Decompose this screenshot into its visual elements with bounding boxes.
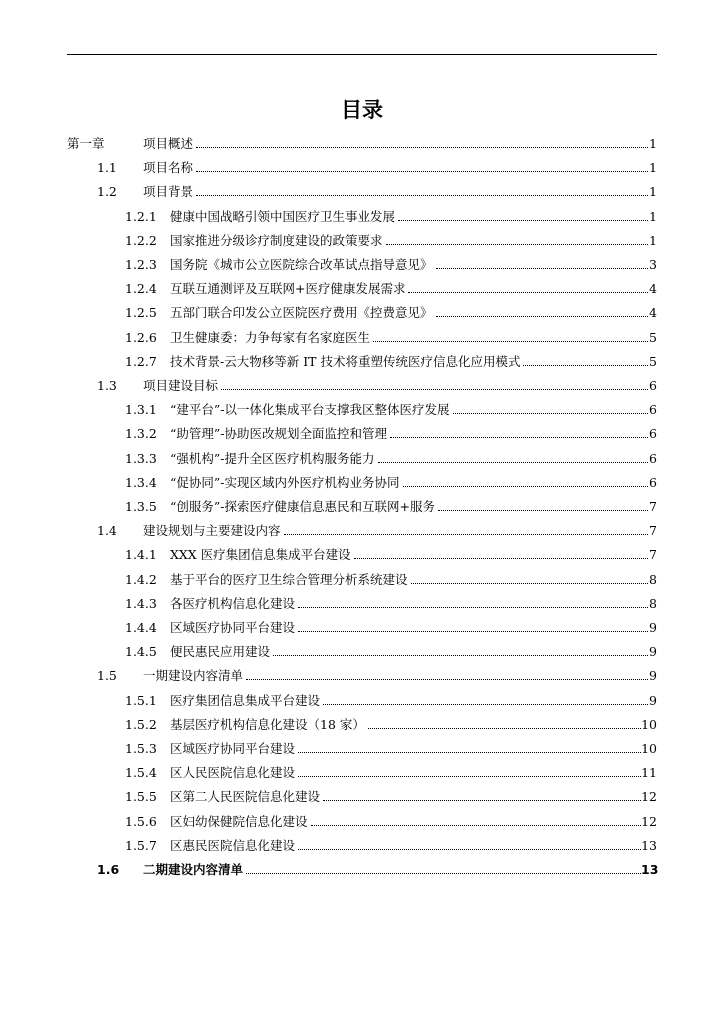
toc-entry[interactable] bbox=[0, 738, 724, 760]
toc-leader-dots bbox=[298, 631, 648, 632]
toc-entry-number: 1.2.6 bbox=[125, 329, 157, 345]
toc-entry-page: 8 bbox=[649, 571, 657, 587]
toc-entry[interactable] bbox=[0, 133, 724, 155]
toc-entry[interactable] bbox=[0, 569, 724, 591]
toc-entry[interactable] bbox=[0, 786, 724, 808]
toc-entry-number: 1.3.5 bbox=[125, 499, 157, 514]
toc-entry-page: 5 bbox=[649, 353, 657, 369]
toc-entry-title: 区妇幼保健院信息化建设 bbox=[170, 813, 308, 829]
toc-entry-title: 健康中国战略引领中国医疗卫生事业发展 bbox=[170, 208, 396, 224]
toc-leader-dots bbox=[354, 558, 648, 559]
toc-leader-dots bbox=[246, 873, 641, 874]
toc-entry[interactable] bbox=[0, 375, 724, 397]
toc-leader-dots bbox=[386, 244, 648, 245]
toc-entry[interactable] bbox=[0, 302, 724, 324]
toc-entry-title: 一期建设内容清单 bbox=[143, 668, 244, 684]
toc-entry[interactable] bbox=[0, 714, 724, 736]
toc-entry-number: 1.5.1 bbox=[125, 692, 157, 708]
toc-entry-number: 1.2.5 bbox=[125, 305, 157, 321]
toc-leader-dots bbox=[246, 679, 648, 680]
toc-entry-page: 1 bbox=[649, 136, 657, 151]
toc-entry-title: 技术背景-云大物移等新 IT 技术将重塑传统医疗信息化应用模式 bbox=[170, 353, 521, 369]
toc-entry-page: 10 bbox=[641, 716, 657, 732]
toc-entry-page: 9 bbox=[649, 692, 657, 708]
toc-entry-number: 1.5 bbox=[97, 668, 117, 684]
toc-entry-page: 4 bbox=[649, 305, 657, 321]
toc-entry-title: 区人民医院信息化建设 bbox=[170, 765, 296, 781]
toc-entry-page: 9 bbox=[649, 620, 657, 635]
toc-entry-title: 项目建设目标 bbox=[143, 378, 219, 393]
toc-entry-number: 1.2.7 bbox=[125, 353, 157, 369]
toc-entry-page: 3 bbox=[649, 257, 657, 272]
toc-entry[interactable] bbox=[0, 811, 724, 833]
toc-leader-dots bbox=[298, 607, 648, 608]
toc-entry-page: 13 bbox=[641, 862, 659, 877]
toc-entry-page: 4 bbox=[649, 281, 657, 297]
toc-entry[interactable] bbox=[0, 254, 724, 276]
toc-entry-title: 五部门联合印发公立医院医疗费用《控费意见》 bbox=[170, 305, 433, 321]
toc-title: 目录 bbox=[341, 98, 383, 122]
toc-entry-page: 12 bbox=[641, 813, 657, 829]
toc-entry-page: 9 bbox=[649, 644, 657, 660]
toc-entry-title: 项目背景 bbox=[143, 184, 194, 200]
toc-entry-title: 建设规划与主要建设内容 bbox=[143, 523, 281, 539]
toc-entry[interactable] bbox=[0, 859, 724, 881]
toc-entry-page: 13 bbox=[641, 837, 657, 853]
toc-entry-page: 6 bbox=[649, 426, 657, 442]
toc-entry[interactable] bbox=[0, 423, 724, 445]
toc-leader-dots bbox=[436, 268, 648, 269]
toc-entry-number: 1.4.4 bbox=[125, 620, 157, 635]
toc-entry-page: 6 bbox=[649, 402, 657, 418]
toc-leader-dots bbox=[196, 171, 648, 172]
toc-entry-number: 1.5.6 bbox=[125, 813, 157, 829]
toc-entry-title: “促协同”-实现区域内外医疗机构业务协同 bbox=[170, 474, 400, 490]
toc-entry[interactable] bbox=[0, 278, 724, 300]
header-rule bbox=[67, 54, 657, 55]
toc-entry-title: 医疗集团信息集成平台建设 bbox=[170, 692, 321, 708]
toc-entry[interactable] bbox=[0, 835, 724, 857]
toc-entry-number: 1.4.3 bbox=[125, 595, 157, 611]
toc-entry[interactable] bbox=[0, 399, 724, 421]
toc-entry-page: 7 bbox=[649, 523, 657, 539]
toc-entry-number: 第一章 bbox=[67, 136, 105, 151]
toc-entry-number: 1.3.1 bbox=[125, 402, 157, 418]
toc-entry-title: 国务院《城市公立医院综合改革试点指导意见》 bbox=[170, 257, 433, 272]
toc-entry-title: 便民惠民应用建设 bbox=[170, 644, 271, 660]
toc-entry-page: 9 bbox=[649, 668, 657, 684]
toc-entry-number: 1.3.2 bbox=[125, 426, 157, 442]
toc-entry-number: 1.4.2 bbox=[125, 571, 157, 587]
toc-leader-dots bbox=[323, 800, 641, 801]
toc-entry-number: 1.1 bbox=[97, 160, 117, 176]
toc-entry[interactable] bbox=[0, 181, 724, 203]
toc-entry-number: 1.2.2 bbox=[125, 232, 157, 248]
toc-leader-dots bbox=[403, 486, 648, 487]
toc-entry-title: 国家推进分级诊疗制度建设的政策要求 bbox=[170, 232, 383, 248]
toc-entry-title: 区惠民医院信息化建设 bbox=[170, 837, 296, 853]
toc-entry[interactable] bbox=[0, 157, 724, 179]
toc-entry-title: 基层医疗机构信息化建设（18 家） bbox=[170, 716, 365, 732]
toc-entry-number: 1.4.1 bbox=[125, 547, 157, 563]
toc-leader-dots bbox=[298, 776, 641, 777]
toc-leader-dots bbox=[298, 752, 641, 753]
toc-leader-dots bbox=[436, 316, 648, 317]
toc-entry-page: 6 bbox=[649, 474, 657, 490]
toc-entry-title: 区域医疗协同平台建设 bbox=[170, 620, 296, 635]
toc-entry-title: “创服务”-探索医疗健康信息惠民和互联网+服务 bbox=[170, 499, 435, 514]
toc-entry-number: 1.3 bbox=[97, 378, 117, 393]
toc-leader-dots bbox=[196, 195, 648, 196]
toc-entry-title: 卫生健康委：力争每家有名家庭医生 bbox=[170, 329, 371, 345]
toc-entry[interactable] bbox=[0, 593, 724, 615]
toc-leader-dots bbox=[390, 437, 648, 438]
toc-leader-dots bbox=[298, 849, 641, 850]
toc-entry[interactable] bbox=[0, 496, 724, 518]
toc-entry-page: 6 bbox=[649, 378, 657, 393]
toc-entry-title: 基于平台的医疗卫生综合管理分析系统建设 bbox=[170, 571, 408, 587]
toc-entry-number: 1.5.4 bbox=[125, 765, 157, 781]
toc-entry-page: 10 bbox=[641, 741, 657, 756]
toc-entry-number: 1.3.3 bbox=[125, 450, 157, 466]
toc-entry-title: 互联互通测评及互联网+医疗健康发展需求 bbox=[170, 281, 406, 297]
toc-leader-dots bbox=[398, 220, 648, 221]
toc-entry-title: “建平台”-以一体化集成平台支撑我区整体医疗发展 bbox=[170, 402, 450, 418]
toc-entry-number: 1.4.5 bbox=[125, 644, 157, 660]
toc-entry[interactable] bbox=[0, 327, 724, 349]
toc-entry-number: 1.2.3 bbox=[125, 257, 157, 272]
toc-entry[interactable] bbox=[0, 544, 724, 566]
toc-leader-dots bbox=[196, 147, 648, 148]
toc-leader-dots bbox=[221, 389, 648, 390]
toc-leader-dots bbox=[273, 655, 648, 656]
toc-entry-page: 1 bbox=[649, 232, 657, 248]
toc-entry-number: 1.3.4 bbox=[125, 474, 157, 490]
toc-entry[interactable] bbox=[0, 641, 724, 663]
toc-entry-title: 项目概述 bbox=[143, 136, 194, 151]
toc-entry-number: 1.5.3 bbox=[125, 741, 157, 756]
toc-leader-dots bbox=[523, 365, 648, 366]
toc-entry-page: 7 bbox=[649, 499, 657, 514]
toc-entry[interactable] bbox=[0, 690, 724, 712]
toc-entry-page: 1 bbox=[649, 208, 657, 224]
toc-leader-dots bbox=[284, 534, 648, 535]
toc-entry[interactable] bbox=[0, 206, 724, 228]
toc-entry-title: “助管理”-协助医改规划全面监控和管理 bbox=[170, 426, 388, 442]
toc-entry-title: XXX 医疗集团信息集成平台建设 bbox=[170, 547, 351, 563]
toc-leader-dots bbox=[311, 825, 641, 826]
toc-entry-page: 12 bbox=[641, 789, 657, 805]
toc-entry[interactable] bbox=[0, 762, 724, 784]
toc-entry-number: 1.4 bbox=[97, 523, 117, 539]
toc-entry[interactable] bbox=[0, 472, 724, 494]
toc-entry-title: 项目名称 bbox=[143, 160, 194, 176]
toc-leader-dots bbox=[323, 704, 648, 705]
toc-entry-number: 1.5.7 bbox=[125, 837, 157, 853]
toc-leader-dots bbox=[453, 413, 648, 414]
toc-entry-page: 6 bbox=[649, 450, 657, 466]
toc-leader-dots bbox=[368, 728, 641, 729]
toc-entry-number: 1.5.5 bbox=[125, 789, 157, 805]
toc-entry-title: 区第二人民医院信息化建设 bbox=[170, 789, 321, 805]
toc-entry-number: 1.6 bbox=[97, 862, 120, 877]
toc-entry[interactable] bbox=[0, 665, 724, 687]
toc-entry-title: 区域医疗协同平台建设 bbox=[170, 741, 296, 756]
toc-entry-page: 5 bbox=[649, 329, 657, 345]
toc-leader-dots bbox=[378, 462, 648, 463]
toc-leader-dots bbox=[411, 583, 648, 584]
toc-entry[interactable] bbox=[0, 520, 724, 542]
toc-entry-title: 各医疗机构信息化建设 bbox=[170, 595, 296, 611]
toc-entry[interactable] bbox=[0, 448, 724, 470]
toc-entry-page: 1 bbox=[649, 184, 657, 200]
toc-entry-page: 1 bbox=[649, 160, 657, 176]
toc-entry-number: 1.5.2 bbox=[125, 716, 157, 732]
toc-entry-page: 11 bbox=[641, 765, 657, 781]
toc-leader-dots bbox=[408, 292, 648, 293]
toc-entry[interactable] bbox=[0, 230, 724, 252]
toc-entry-number: 1.2 bbox=[97, 184, 117, 200]
toc-entry-title: 二期建设内容清单 bbox=[143, 862, 244, 877]
toc-entry[interactable] bbox=[0, 351, 724, 373]
toc-entry-title: “强机构”-提升全区医疗机构服务能力 bbox=[170, 450, 375, 466]
toc-entry-page: 7 bbox=[649, 547, 657, 563]
toc-entry-page: 8 bbox=[649, 595, 657, 611]
toc-leader-dots bbox=[373, 341, 648, 342]
toc-entry-number: 1.2.4 bbox=[125, 281, 157, 297]
toc-entry-number: 1.2.1 bbox=[125, 208, 157, 224]
toc-entry[interactable] bbox=[0, 617, 724, 639]
toc-leader-dots bbox=[438, 510, 648, 511]
